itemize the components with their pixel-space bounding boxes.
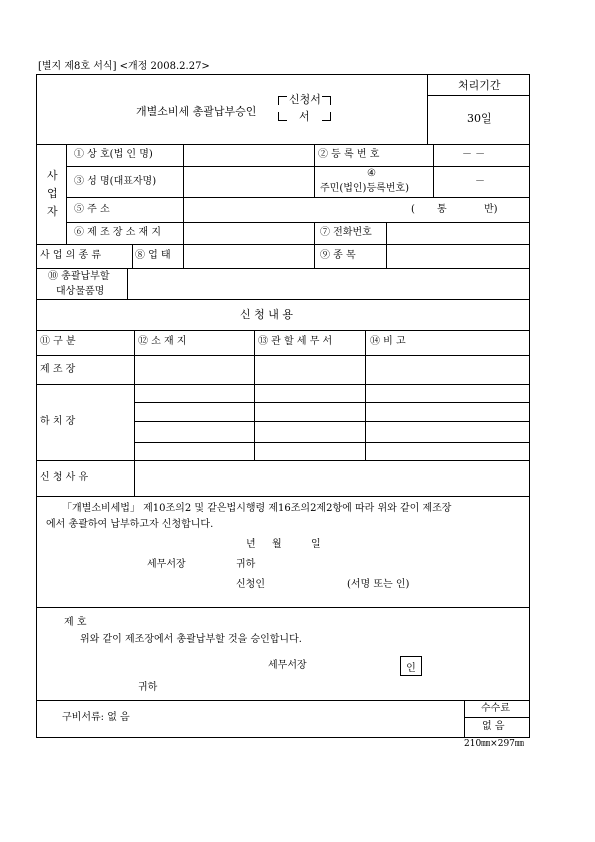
address-tong-label: 통 bbox=[437, 204, 447, 215]
representative-label: ③ 성 명(대표자명) bbox=[74, 176, 157, 187]
declaration-line1: 「개별소비세법」 제10조의2 및 같은법시행령 제16조의2제2항에 따라 위와 같이 제조장 bbox=[62, 503, 452, 514]
addressee-honorific: 귀하 bbox=[236, 559, 256, 570]
resident-number-index: ④ bbox=[367, 168, 376, 179]
applicant-group-label-1: 사 bbox=[47, 169, 58, 182]
applicant-group-label-3: 자 bbox=[47, 205, 58, 218]
resident-number-value[interactable]: － bbox=[475, 176, 485, 187]
date-month-label: 월 bbox=[272, 539, 282, 550]
phone-field[interactable] bbox=[387, 223, 529, 244]
fee-label: 수수료 bbox=[481, 703, 510, 714]
item-label: ⑨ 종 목 bbox=[320, 250, 356, 261]
factory-location-field[interactable] bbox=[184, 223, 313, 244]
bracket-top-left bbox=[278, 96, 287, 105]
date-year-label: 년 bbox=[246, 539, 256, 550]
date-day-label: 일 bbox=[311, 539, 321, 550]
business-type-label: 사 업 의 종 류 bbox=[40, 250, 102, 261]
column-tax-office: ⑬ 관 할 세 무 서 bbox=[258, 336, 333, 347]
reason-field[interactable] bbox=[135, 461, 529, 496]
row-warehouse-label: 하 치 장 bbox=[40, 416, 76, 427]
registration-number-label: ② 등 록 번 호 bbox=[318, 149, 380, 160]
form-label: [별지 제8호 서식] <개정 2008.2.27> bbox=[38, 61, 210, 72]
signature-note: (서명 또는 인) bbox=[347, 579, 410, 590]
column-remarks: ⑭ 비 고 bbox=[370, 336, 406, 347]
registration-number-value[interactable]: － － bbox=[462, 149, 486, 160]
applicant-group-label-2: 업 bbox=[47, 187, 58, 200]
title-document-word: 서 bbox=[299, 110, 310, 123]
goods-label-line2: 대상물품명 bbox=[56, 286, 105, 297]
industry-label: ⑧ 업 태 bbox=[135, 250, 171, 261]
fee-value: 없 음 bbox=[482, 721, 505, 732]
industry-field[interactable] bbox=[184, 245, 313, 268]
resident-number-label: 주민(법인)등록번호) bbox=[320, 183, 409, 194]
address-ban-label: 반) bbox=[484, 204, 498, 215]
column-location: ⑫ 소 재 지 bbox=[138, 336, 187, 347]
approval-authority: 세무서장 bbox=[268, 660, 307, 671]
factory-location-label: ⑥ 제 조 장 소 재 지 bbox=[74, 227, 162, 238]
bracket-bottom-right bbox=[322, 112, 331, 121]
processing-period-label: 처리기간 bbox=[458, 79, 501, 92]
address-field[interactable] bbox=[184, 198, 404, 222]
company-name-field[interactable] bbox=[184, 145, 313, 166]
approval-number-label: 제 호 bbox=[64, 617, 87, 628]
paper-size: 210㎜×297㎜ bbox=[464, 739, 524, 749]
representative-field[interactable] bbox=[184, 167, 313, 197]
seal-text: 인 bbox=[406, 662, 416, 674]
application-content-title: 신 청 내 용 bbox=[240, 308, 293, 321]
column-division: ⑪ 구 분 bbox=[40, 336, 76, 347]
approval-text: 위와 같이 제조장에서 총괄납부할 것을 승인합니다. bbox=[80, 634, 302, 645]
goods-field[interactable] bbox=[128, 269, 529, 299]
item-field[interactable] bbox=[387, 245, 529, 268]
address-label: ⑤ 주 소 bbox=[74, 204, 110, 215]
goods-label-line1: ⑩ 총괄납부할 bbox=[48, 271, 110, 282]
title-application-word: 신청서 bbox=[289, 93, 321, 106]
row-factory-label: 제 조 장 bbox=[40, 364, 76, 375]
approval-to: 귀하 bbox=[138, 682, 158, 693]
address-paren-open: ( bbox=[411, 204, 415, 215]
bracket-top-right bbox=[322, 96, 331, 105]
declaration-line2: 에서 총괄하여 납부하고자 신청합니다. bbox=[46, 519, 214, 530]
row-reason-label: 신 청 사 유 bbox=[40, 472, 89, 483]
seal-box bbox=[400, 656, 422, 676]
form-title: 개별소비세 총괄납부승인 bbox=[136, 105, 257, 118]
bracket-bottom-left bbox=[278, 112, 287, 121]
company-name-label: ① 상 호(법 인 명) bbox=[74, 149, 153, 160]
addressee-label: 세무서장 bbox=[147, 559, 186, 570]
applicant-label: 신청인 bbox=[236, 579, 265, 590]
required-documents: 구비서류: 없 음 bbox=[62, 712, 130, 723]
processing-period-value: 30일 bbox=[467, 112, 492, 125]
phone-label: ⑦ 전화번호 bbox=[320, 227, 372, 238]
